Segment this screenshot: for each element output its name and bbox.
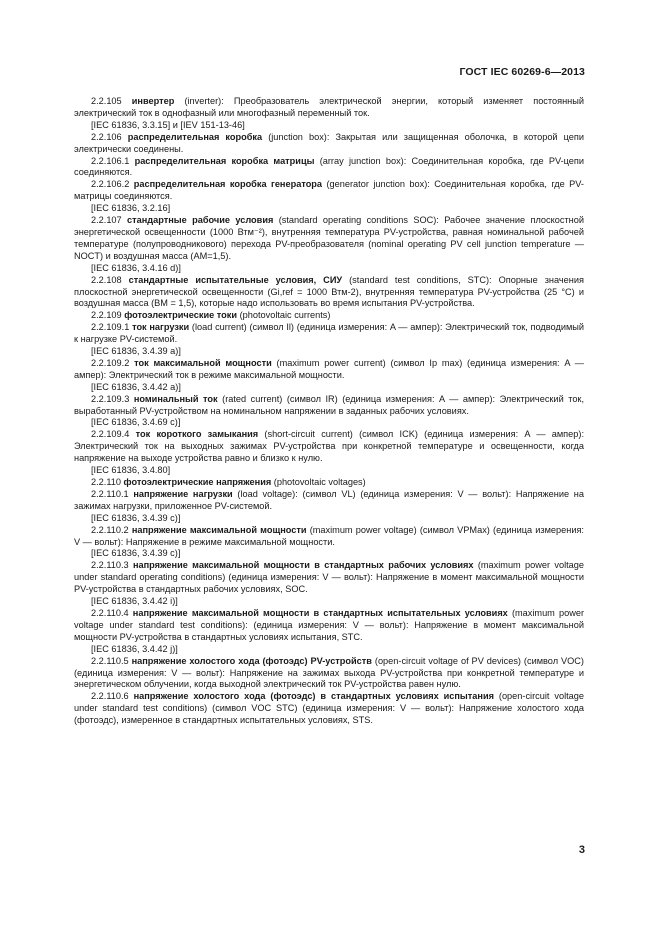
reference-line: [IEC 61836, 3.4.42 i)] (91, 596, 178, 607)
term-entry (74, 96, 584, 120)
term-entry (74, 608, 584, 644)
reference-line: [IEC 61836, 3.4.42 a)] (91, 381, 181, 392)
term-name: фотоэлектрические токи (124, 310, 237, 321)
term-entry (74, 156, 584, 180)
term-definition: (standard operating conditions SOC): Рабочее значение плоскостной энергетической освещенности (1000 Втм⁻²), внутренняя температура PV-устройства, равная номинальной рабочей температуре (полупроводникового) перехода PV-преобразователя (nominal operating PV cell junction temperature — NOCT) и воздушная масса (AM=1,5). (74, 215, 584, 261)
reference-line: [IEC 61836, 3.4.69 c)] (91, 417, 181, 428)
term-definition: (rated current) (символ IR) (единица измерения: A — ампер): Электрический ток, выработанный PV-устройством на номинальном напряжении в заданных рабочих условиях. (74, 393, 584, 416)
reference-line: [IEC 61836, 3.4.80] (91, 465, 171, 476)
reference-line: [IEC 61836, 3.4.39 a)] (91, 346, 181, 357)
reference-line: [IEC 61836, 3.3.15] и [IEV 151-13-46] (91, 119, 245, 130)
page-number: 3 (578, 844, 585, 856)
term-number: 2.2.109.2 (91, 357, 130, 368)
term-entry (74, 691, 584, 727)
term-name: распределительная коробка (127, 131, 263, 142)
term-number: 2.2.107 (91, 215, 122, 226)
term-entry (74, 310, 584, 322)
reference-line: [IEC 61836, 3.4.39 c)] (91, 548, 181, 559)
term-definition: (maximum power current) (символ Ip max) (единица измерения: A — ампер): Электрический ток в режиме максимальной мощности. (74, 357, 584, 380)
term-entry (74, 477, 584, 489)
term-name: номинальный ток (133, 393, 218, 404)
term-number: 2.2.110.6 (91, 691, 129, 702)
term-number: 2.2.109 (91, 310, 122, 321)
term-entry (74, 358, 584, 382)
term-entry (74, 322, 584, 346)
term-definition: (maximum power voltage under standard operating conditions) (единица измерения: V — вольт): Напряжение в момент максимальной мощности PV-устройства в стандартных рабочих условиях, SOC. (74, 560, 584, 595)
term-entry (74, 215, 584, 263)
term-name: распределительная коробка матрицы (134, 155, 315, 166)
term-name: распределительная коробка генератора (133, 179, 323, 190)
term-definition: (photovoltaic currents) (239, 310, 331, 321)
term-name: напряжение максимальной мощности в стандартных испытательных условиях (132, 607, 508, 618)
term-definition: (photovoltaic voltages) (273, 477, 366, 487)
term-name: фотоэлектрические напряжения (123, 477, 272, 487)
term-entry (74, 489, 584, 513)
term-number: 2.2.110.1 (91, 488, 129, 499)
term-definition: (open-circuit voltage under standard test conditions) (символ VOC STC) (единица измерения: V — вольт): Напряжение холостого хода (фотоэдс), измеренное в стандартных испытательных условиях, STS. (74, 691, 584, 726)
term-definition: (junction box): Закрытая или защищенная оболочка, в которой цепи электрически соединены. (74, 131, 584, 154)
term-entry (74, 132, 584, 156)
term-name: ток нагрузки (132, 322, 190, 333)
term-definition: (short-circuit current) (символ ICK) (единица измерения: A — ампер): Электрический ток на выходных зажимах PV-устройства при конкретной температуре и освещенности, когда напряжение на выходе устройства равно и близко к нулю. (74, 429, 584, 464)
term-definition: (standard test conditions, STC): Опорные значения плоскостной энергетической освещенности (Gi,ref = 1000 Втм-2), внутренняя температура PV-устройства (25 °С) и воздушная масса (BM = 1,5), которые надо использовать во время испытания PV-устройства. (74, 274, 584, 309)
term-definition: (generator junction box): Соединительная коробка, где PV-матрицы соединяются. (74, 179, 584, 202)
term-definition: (maximum power voltage) (символ VPMax) (единица измерения: V — вольт): Напряжение в режиме максимальной мощности. (74, 524, 584, 547)
term-entry (74, 656, 584, 692)
term-name: напряжение нагрузки (133, 488, 233, 499)
term-number: 2.2.109.1 (91, 322, 130, 333)
term-number: 2.2.106.1 (91, 155, 130, 166)
term-name: инвертер (131, 96, 175, 106)
term-number: 2.2.108 (91, 274, 122, 285)
term-number: 2.2.105 (91, 96, 122, 106)
term-entry (74, 275, 584, 311)
reference-line: [IEC 61836, 3.4.39 c)] (91, 512, 181, 523)
reference-line: [IEC 61836, 3.2.16] (91, 203, 171, 214)
document-header: ГОСТ IEC 60269-6—2013 (459, 66, 585, 78)
document-body (74, 96, 584, 727)
term-number: 2.2.109.4 (91, 429, 130, 440)
term-name: ток короткого замыкания (135, 429, 259, 440)
term-entry (74, 179, 584, 203)
term-definition: (open-circuit voltage of PV devices) (символ VOC) (единица измерения: V — вольт): Напряжение на зажимах выхода PV-устройства при конкретной температуре и энергетическом облучении, когда выходной электрический ток PV-устройства равен нулю. (74, 655, 584, 690)
term-entry (74, 429, 584, 465)
term-name: напряжение максимальной мощности (131, 524, 307, 535)
term-definition: (load voltage): (символ VL) (единица измерения: V — вольт): Напряжение на зажимах нагрузки, приложенное PV-системой. (74, 488, 584, 511)
term-number: 2.2.110 (91, 477, 121, 487)
term-definition: (inverter): Преобразователь электрической энергии, который изменяет постоянный электрический ток в однофазный или многофазный переменный ток. (74, 96, 584, 118)
term-name: ток максимальной мощности (134, 357, 272, 368)
reference-line: [IEC 61836, 3.4.42 j)] (91, 643, 178, 654)
term-number: 2.2.110.4 (91, 607, 129, 618)
term-definition: (maximum power voltage under standard test conditions): (единица измерения: V — вольт): Напряжение в момент максимальной мощности PV-устройства в стандартных условиях испытания, STC. (74, 607, 584, 642)
term-name: напряжение холостого хода (фотоэдс) PV-устройств (131, 655, 372, 666)
term-number: 2.2.106.2 (91, 179, 130, 190)
term-definition: (array junction box): Соединительная коробка, где PV-цепи соединяются. (74, 155, 585, 178)
term-number: 2.2.110.5 (91, 655, 129, 666)
term-entry (74, 394, 584, 418)
term-number: 2.2.110.3 (91, 560, 129, 571)
term-entry (74, 560, 584, 596)
term-name: стандартные рабочие условия (127, 215, 274, 226)
term-number: 2.2.106 (91, 131, 122, 142)
reference-line: [IEC 61836, 3.4.16 d)] (91, 262, 181, 273)
term-entry (74, 525, 584, 549)
term-number: 2.2.110.2 (91, 524, 129, 535)
term-definition: (load current) (символ Il) (единица измерения: A — ампер): Электрический ток, подводимый к нагрузке PV-системой. (74, 322, 584, 345)
term-name: напряжение максимальной мощности в стандартных рабочих условиях (132, 560, 474, 571)
term-name: напряжение холостого хода (фотоэдс) в стандартных условиях испытания (133, 691, 494, 702)
term-number: 2.2.109.3 (91, 393, 130, 404)
term-name: стандартные испытательные условия, СИУ (128, 274, 343, 285)
